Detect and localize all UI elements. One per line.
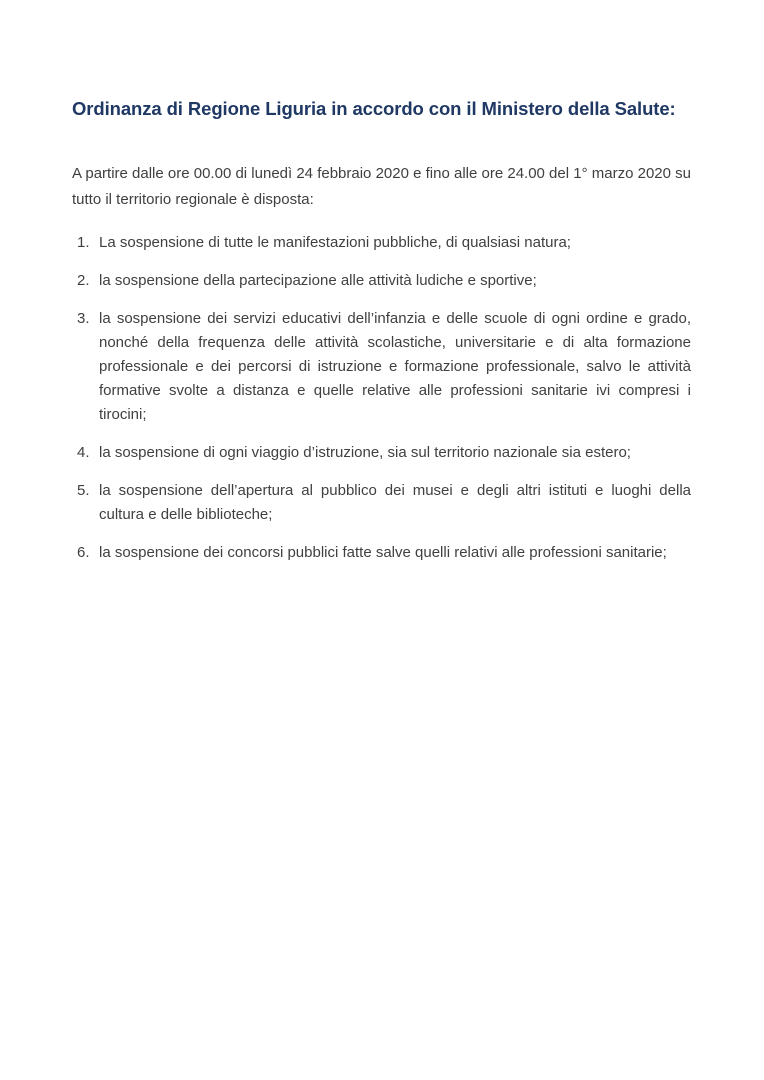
list-item — [72, 269, 691, 293]
list-item — [72, 441, 691, 465]
list-item-number: 2. — [77, 272, 90, 289]
intro-paragraph: A partire dalle ore 00.00 di lunedì 24 febbraio 2020 e fino alle ore 24.00 del 1° marzo 2020 su tutto il territorio regionale è disposta: — [72, 165, 691, 208]
list-item-number: 1. — [77, 234, 90, 251]
list-item — [72, 307, 691, 427]
list-item-number: 5. — [77, 482, 90, 499]
list-item-text: la sospensione di ogni viaggio d’istruzione, sia sul territorio nazionale sia estero; — [99, 444, 631, 461]
list-item-number: 3. — [77, 310, 90, 327]
list-item — [72, 541, 691, 565]
list-item-number: 4. — [77, 444, 90, 461]
list-item — [72, 479, 691, 527]
list-item-text: la sospensione della partecipazione alle attività ludiche e sportive; — [99, 272, 537, 289]
list-item-text: la sospensione dei concorsi pubblici fatte salve quelli relativi alle professioni sanitarie; — [99, 544, 667, 561]
ordinance-list — [72, 231, 691, 579]
list-item-text: la sospensione dei servizi educativi dell’infanzia e delle scuole di ogni ordine e grado, nonché della frequenza delle attività scolastiche, universitarie e di alta formazione professionale e dei percorsi di istruzione e formazione professionale, salvo le attività formative svolte a distanza e quelle relative alle professioni sanitarie ivi compresi i tirocini; — [99, 310, 691, 423]
document-title: Ordinanza di Regione Liguria in accordo con il Ministero della Salute: — [72, 98, 676, 119]
list-item — [72, 231, 691, 255]
list-item-text: La sospensione di tutte le manifestazioni pubbliche, di qualsiasi natura; — [99, 234, 571, 251]
list-item-text: la sospensione dell’apertura al pubblico dei musei e degli altri istituti e luoghi della cultura e delle biblioteche; — [99, 482, 691, 523]
list-item-number: 6. — [77, 544, 90, 561]
